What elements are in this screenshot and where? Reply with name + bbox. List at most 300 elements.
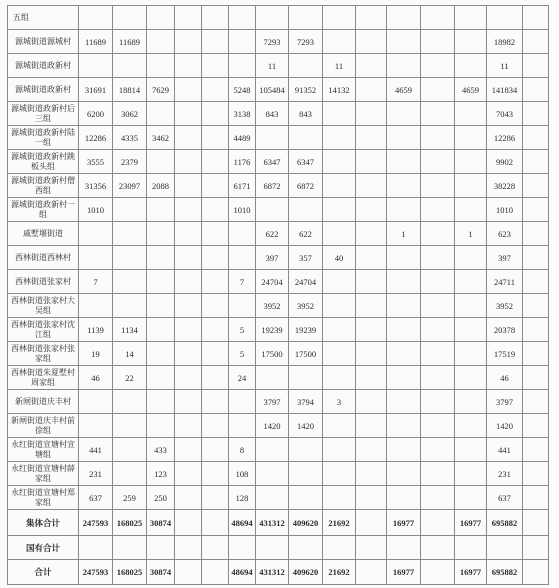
table-cell bbox=[323, 174, 356, 198]
table-cell: 5 bbox=[229, 342, 256, 366]
table-cell: 12286 bbox=[487, 126, 523, 150]
table-cell bbox=[523, 6, 549, 30]
table-cell bbox=[523, 510, 549, 536]
table-cell: 168025 bbox=[113, 560, 147, 585]
table-cell bbox=[421, 486, 455, 510]
table-cell bbox=[323, 150, 356, 174]
row-label: 新闸街道庆丰村 bbox=[8, 390, 79, 414]
table-cell bbox=[256, 486, 289, 510]
table-cell: 21692 bbox=[323, 510, 356, 536]
table-cell: 24711 bbox=[487, 270, 523, 294]
table-cell: 3797 bbox=[256, 390, 289, 414]
table-cell: 17519 bbox=[487, 342, 523, 366]
table-cell: 247593 bbox=[79, 510, 113, 536]
table-cell: 250 bbox=[147, 486, 175, 510]
table-cell: 695882 bbox=[487, 510, 523, 536]
table-cell: 3952 bbox=[256, 294, 289, 318]
table-cell bbox=[289, 486, 323, 510]
table-cell bbox=[455, 198, 487, 222]
table-cell bbox=[323, 126, 356, 150]
table-cell bbox=[523, 342, 549, 366]
table-cell: 247593 bbox=[79, 560, 113, 585]
table-cell bbox=[147, 150, 175, 174]
table-cell bbox=[202, 54, 229, 78]
table-cell bbox=[421, 102, 455, 126]
table-cell bbox=[421, 294, 455, 318]
table-cell bbox=[79, 294, 113, 318]
table-cell bbox=[356, 342, 387, 366]
table-cell: 3462 bbox=[147, 126, 175, 150]
table-cell bbox=[289, 438, 323, 462]
table-cell: 18814 bbox=[113, 78, 147, 102]
table-cell bbox=[387, 150, 421, 174]
table-cell bbox=[387, 54, 421, 78]
table-cell bbox=[323, 366, 356, 390]
table-cell: 2379 bbox=[113, 150, 147, 174]
table-cell: 1420 bbox=[487, 414, 523, 438]
table-cell bbox=[323, 342, 356, 366]
table-cell bbox=[523, 462, 549, 486]
table-cell bbox=[202, 510, 229, 536]
table-cell bbox=[523, 54, 549, 78]
table-cell bbox=[455, 6, 487, 30]
table-cell bbox=[323, 486, 356, 510]
table-row bbox=[8, 174, 549, 198]
table-cell bbox=[289, 198, 323, 222]
table-cell: 108 bbox=[229, 462, 256, 486]
table-cell bbox=[147, 246, 175, 270]
table-cell bbox=[113, 246, 147, 270]
table-cell bbox=[356, 414, 387, 438]
table-cell bbox=[523, 222, 549, 246]
table-cell bbox=[421, 462, 455, 486]
table-cell: 695882 bbox=[487, 560, 523, 585]
table-cell bbox=[523, 486, 549, 510]
table-cell: 17500 bbox=[289, 342, 323, 366]
table-cell bbox=[421, 414, 455, 438]
table-cell: 5248 bbox=[229, 78, 256, 102]
table-cell bbox=[356, 270, 387, 294]
row-label: 源城街道源城村 bbox=[8, 30, 79, 54]
row-label: 永红街道宣塘村郑家组 bbox=[8, 486, 79, 510]
table-cell bbox=[175, 366, 202, 390]
row-label: 合计 bbox=[8, 560, 79, 585]
table-cell: 1176 bbox=[229, 150, 256, 174]
table-cell bbox=[202, 30, 229, 54]
table-cell bbox=[387, 462, 421, 486]
table-cell: 21692 bbox=[323, 560, 356, 585]
table-cell bbox=[387, 30, 421, 54]
table-cell bbox=[387, 198, 421, 222]
table-cell bbox=[175, 102, 202, 126]
table-cell bbox=[323, 462, 356, 486]
table-cell bbox=[356, 536, 387, 560]
table-cell: 16977 bbox=[455, 510, 487, 536]
table-row bbox=[8, 222, 549, 246]
table-cell: 16977 bbox=[387, 510, 421, 536]
table-cell bbox=[455, 174, 487, 198]
table-row bbox=[8, 126, 549, 150]
table-cell bbox=[356, 54, 387, 78]
table-cell bbox=[356, 198, 387, 222]
row-label: 源城街道政新村跳板头组 bbox=[8, 150, 79, 174]
table-cell: 6200 bbox=[79, 102, 113, 126]
table-cell bbox=[387, 366, 421, 390]
table-cell bbox=[356, 462, 387, 486]
table-body bbox=[8, 6, 549, 585]
table-cell bbox=[147, 414, 175, 438]
table-cell bbox=[356, 150, 387, 174]
table-cell bbox=[523, 414, 549, 438]
table-cell bbox=[421, 198, 455, 222]
table-cell bbox=[175, 342, 202, 366]
table-cell: 431312 bbox=[256, 560, 289, 585]
table-cell: 259 bbox=[113, 486, 147, 510]
table-cell: 46 bbox=[79, 366, 113, 390]
table-row bbox=[8, 536, 549, 560]
table-cell bbox=[323, 198, 356, 222]
table-cell bbox=[113, 390, 147, 414]
table-cell: 24704 bbox=[256, 270, 289, 294]
table-cell bbox=[387, 102, 421, 126]
table-cell bbox=[229, 222, 256, 246]
table-cell bbox=[175, 560, 202, 585]
table-cell bbox=[421, 318, 455, 342]
table-cell bbox=[421, 78, 455, 102]
table-row bbox=[8, 78, 549, 102]
table-row bbox=[8, 294, 549, 318]
table-cell: 11 bbox=[323, 54, 356, 78]
table-cell: 3952 bbox=[487, 294, 523, 318]
table-cell bbox=[323, 318, 356, 342]
table-row bbox=[8, 102, 549, 126]
table-cell bbox=[79, 390, 113, 414]
table-cell: 2088 bbox=[147, 174, 175, 198]
table-cell: 1 bbox=[455, 222, 487, 246]
table-cell bbox=[175, 536, 202, 560]
table-cell: 6872 bbox=[256, 174, 289, 198]
table-cell bbox=[523, 198, 549, 222]
table-cell: 843 bbox=[256, 102, 289, 126]
table-cell bbox=[289, 126, 323, 150]
table-cell: 4659 bbox=[455, 78, 487, 102]
table-cell bbox=[356, 366, 387, 390]
table-cell bbox=[113, 414, 147, 438]
row-label: 新闸街道庆丰村前徐组 bbox=[8, 414, 79, 438]
table-cell bbox=[229, 390, 256, 414]
table-cell bbox=[113, 222, 147, 246]
table-cell bbox=[202, 6, 229, 30]
table-cell bbox=[455, 438, 487, 462]
table-cell: 168025 bbox=[113, 510, 147, 536]
table-cell bbox=[113, 54, 147, 78]
table-cell bbox=[175, 78, 202, 102]
table-cell bbox=[421, 30, 455, 54]
table-cell bbox=[421, 174, 455, 198]
table-cell bbox=[229, 246, 256, 270]
table-cell bbox=[79, 246, 113, 270]
table-cell bbox=[147, 390, 175, 414]
table-cell bbox=[323, 6, 356, 30]
table-cell: 14 bbox=[113, 342, 147, 366]
table-cell: 1 bbox=[387, 222, 421, 246]
table-cell: 433 bbox=[147, 438, 175, 462]
table-cell bbox=[175, 150, 202, 174]
table-cell: 1010 bbox=[79, 198, 113, 222]
table-cell: 3555 bbox=[79, 150, 113, 174]
table-cell bbox=[421, 126, 455, 150]
row-label: 集体合计 bbox=[8, 510, 79, 536]
table-cell bbox=[323, 294, 356, 318]
table-cell: 22 bbox=[113, 366, 147, 390]
table-cell bbox=[421, 222, 455, 246]
table-cell bbox=[202, 102, 229, 126]
table-row bbox=[8, 198, 549, 222]
table-cell bbox=[455, 150, 487, 174]
table-cell bbox=[387, 318, 421, 342]
table-cell bbox=[455, 462, 487, 486]
table-row bbox=[8, 318, 549, 342]
table-row bbox=[8, 342, 549, 366]
table-cell bbox=[289, 54, 323, 78]
row-label: 西林街道朱夏墅村周家组 bbox=[8, 366, 79, 390]
table-cell bbox=[421, 270, 455, 294]
table-row bbox=[8, 486, 549, 510]
table-cell bbox=[387, 342, 421, 366]
table-cell bbox=[147, 198, 175, 222]
table-cell bbox=[356, 126, 387, 150]
table-cell: 48694 bbox=[229, 560, 256, 585]
table-cell bbox=[202, 318, 229, 342]
table-cell bbox=[256, 126, 289, 150]
table-cell: 397 bbox=[256, 246, 289, 270]
table-cell bbox=[356, 294, 387, 318]
table-cell bbox=[113, 462, 147, 486]
table-row bbox=[8, 390, 549, 414]
table-cell bbox=[455, 294, 487, 318]
table-cell: 231 bbox=[487, 462, 523, 486]
table-cell: 6872 bbox=[289, 174, 323, 198]
table-cell bbox=[387, 294, 421, 318]
table-row bbox=[8, 414, 549, 438]
table-cell bbox=[356, 390, 387, 414]
table-cell: 3797 bbox=[487, 390, 523, 414]
table-cell bbox=[455, 390, 487, 414]
table-cell bbox=[523, 30, 549, 54]
table-cell bbox=[323, 30, 356, 54]
table-cell bbox=[487, 6, 523, 30]
table-cell bbox=[387, 536, 421, 560]
table-cell: 18982 bbox=[487, 30, 523, 54]
table-cell: 1139 bbox=[79, 318, 113, 342]
table-cell bbox=[455, 366, 487, 390]
table-cell bbox=[455, 30, 487, 54]
table-cell: 7 bbox=[229, 270, 256, 294]
table-cell: 3062 bbox=[113, 102, 147, 126]
table-cell bbox=[147, 318, 175, 342]
table-cell: 19239 bbox=[289, 318, 323, 342]
table-cell bbox=[523, 560, 549, 585]
table-cell: 7043 bbox=[487, 102, 523, 126]
table-cell bbox=[175, 294, 202, 318]
table-cell bbox=[421, 390, 455, 414]
table-cell: 4489 bbox=[229, 126, 256, 150]
table-cell: 7 bbox=[79, 270, 113, 294]
table-cell bbox=[421, 150, 455, 174]
table-cell bbox=[421, 560, 455, 585]
table-cell bbox=[455, 536, 487, 560]
table-cell bbox=[387, 390, 421, 414]
table-cell bbox=[289, 6, 323, 30]
table-row bbox=[8, 560, 549, 585]
table-cell bbox=[387, 6, 421, 30]
row-label: 源城街道政新村后三组 bbox=[8, 102, 79, 126]
table-cell bbox=[421, 510, 455, 536]
table-cell bbox=[356, 174, 387, 198]
table-cell bbox=[113, 438, 147, 462]
table-cell: 11689 bbox=[79, 30, 113, 54]
table-cell bbox=[455, 102, 487, 126]
table-cell bbox=[523, 102, 549, 126]
table-cell bbox=[202, 486, 229, 510]
table-cell bbox=[202, 366, 229, 390]
table-cell bbox=[147, 6, 175, 30]
table-cell: 30874 bbox=[147, 510, 175, 536]
row-label: 源城街道政新村 bbox=[8, 54, 79, 78]
table-cell bbox=[323, 438, 356, 462]
table-cell bbox=[387, 438, 421, 462]
table-cell bbox=[387, 414, 421, 438]
table-cell bbox=[147, 54, 175, 78]
table-cell: 11 bbox=[256, 54, 289, 78]
table-cell bbox=[387, 246, 421, 270]
table-cell: 48694 bbox=[229, 510, 256, 536]
table-cell bbox=[202, 150, 229, 174]
table-cell bbox=[202, 390, 229, 414]
table-cell: 441 bbox=[487, 438, 523, 462]
row-label: 源城街道政新村一组 bbox=[8, 198, 79, 222]
table-cell bbox=[175, 30, 202, 54]
table-cell bbox=[323, 414, 356, 438]
table-cell: 441 bbox=[79, 438, 113, 462]
table-cell: 6171 bbox=[229, 174, 256, 198]
table-cell: 431312 bbox=[256, 510, 289, 536]
table-cell: 1420 bbox=[289, 414, 323, 438]
table-cell: 357 bbox=[289, 246, 323, 270]
table-cell bbox=[455, 246, 487, 270]
table-cell bbox=[523, 438, 549, 462]
table-cell: 637 bbox=[79, 486, 113, 510]
table-cell: 843 bbox=[289, 102, 323, 126]
table-cell: 7293 bbox=[256, 30, 289, 54]
table-cell bbox=[256, 536, 289, 560]
table-cell bbox=[256, 6, 289, 30]
table-row bbox=[8, 30, 549, 54]
table-cell: 23097 bbox=[113, 174, 147, 198]
table-cell bbox=[356, 30, 387, 54]
table-cell bbox=[421, 6, 455, 30]
table-cell bbox=[455, 270, 487, 294]
table-cell bbox=[356, 246, 387, 270]
table-cell bbox=[147, 294, 175, 318]
table-cell: 46 bbox=[487, 366, 523, 390]
table-cell bbox=[523, 78, 549, 102]
table-cell bbox=[229, 414, 256, 438]
table-cell bbox=[356, 102, 387, 126]
table-cell bbox=[256, 438, 289, 462]
table-cell: 409620 bbox=[289, 560, 323, 585]
row-label: 国有合计 bbox=[8, 536, 79, 560]
table-cell: 3794 bbox=[289, 390, 323, 414]
table-row bbox=[8, 6, 549, 30]
table-cell: 91352 bbox=[289, 78, 323, 102]
table-cell bbox=[455, 54, 487, 78]
table-row bbox=[8, 246, 549, 270]
table-row bbox=[8, 510, 549, 536]
table-cell: 8 bbox=[229, 438, 256, 462]
row-label: 西林街道张家村张家组 bbox=[8, 342, 79, 366]
table-cell bbox=[256, 198, 289, 222]
table-cell: 30874 bbox=[147, 560, 175, 585]
table-cell bbox=[175, 246, 202, 270]
table-cell bbox=[175, 174, 202, 198]
table-cell: 231 bbox=[79, 462, 113, 486]
table-cell bbox=[202, 294, 229, 318]
table-cell: 17500 bbox=[256, 342, 289, 366]
table-cell: 31691 bbox=[79, 78, 113, 102]
table-cell bbox=[455, 318, 487, 342]
table-cell: 105484 bbox=[256, 78, 289, 102]
table-cell bbox=[113, 270, 147, 294]
table-cell bbox=[202, 126, 229, 150]
table-cell bbox=[323, 536, 356, 560]
table-cell: 128 bbox=[229, 486, 256, 510]
table-cell bbox=[202, 270, 229, 294]
table-cell bbox=[523, 246, 549, 270]
table-cell bbox=[229, 6, 256, 30]
table-row bbox=[8, 270, 549, 294]
land-area-table bbox=[7, 5, 549, 585]
table-cell bbox=[356, 560, 387, 585]
table-cell bbox=[487, 536, 523, 560]
table-cell bbox=[202, 438, 229, 462]
table-cell: 5 bbox=[229, 318, 256, 342]
table-cell bbox=[289, 462, 323, 486]
table-cell bbox=[356, 6, 387, 30]
table-cell bbox=[387, 174, 421, 198]
table-cell bbox=[387, 126, 421, 150]
table-cell bbox=[523, 150, 549, 174]
table-cell bbox=[356, 318, 387, 342]
table-cell bbox=[523, 366, 549, 390]
table-cell: 6347 bbox=[256, 150, 289, 174]
table-cell bbox=[323, 102, 356, 126]
table-cell bbox=[229, 294, 256, 318]
table-cell: 397 bbox=[487, 246, 523, 270]
table-cell bbox=[175, 486, 202, 510]
table-row bbox=[8, 54, 549, 78]
table-cell bbox=[202, 536, 229, 560]
table-cell bbox=[323, 222, 356, 246]
table-cell: 40 bbox=[323, 246, 356, 270]
table-cell bbox=[289, 366, 323, 390]
table-cell: 16977 bbox=[455, 560, 487, 585]
table-cell bbox=[455, 126, 487, 150]
table-cell bbox=[175, 390, 202, 414]
table-cell bbox=[202, 462, 229, 486]
table-cell bbox=[175, 198, 202, 222]
table-cell bbox=[79, 222, 113, 246]
